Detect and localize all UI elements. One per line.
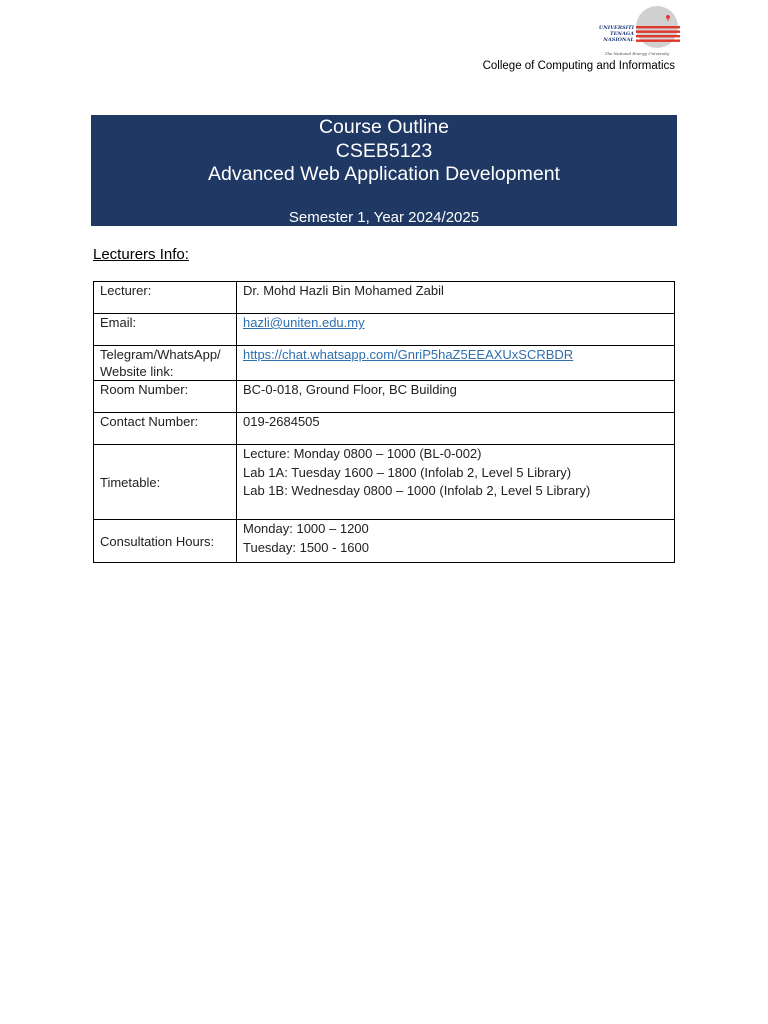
college-name: College of Computing and Informatics (482, 60, 675, 72)
table-row-lecturer (94, 282, 675, 314)
lecturer-label: Lecturer: (94, 282, 237, 314)
table-row-contact (94, 413, 675, 445)
email-label: Email: (94, 314, 237, 346)
course-name: Advanced Web Application Development (208, 163, 560, 185)
telegram-cell (237, 346, 675, 381)
timetable-value (237, 445, 675, 520)
banner-title: Course Outline (318, 116, 450, 138)
room-label: Room Number: (94, 381, 237, 413)
timetable-lab-1a: Lab 1A: Tuesday 1600 – 1800 (Infolab 2, Level 5 Library) (243, 464, 572, 480)
contact-label: Contact Number: (94, 413, 237, 445)
email-cell (237, 314, 675, 346)
table-row-timetable (94, 445, 675, 520)
lecturers-info-heading: Lecturers Info: (93, 246, 189, 263)
logo-wordmark-line3: NASIONAL (603, 37, 634, 43)
room-value: BC-0-018, Ground Floor, BC Building (237, 381, 675, 413)
table-row-email (94, 314, 675, 346)
contact-value: 019-2684505 (237, 413, 675, 445)
table-row-telegram (94, 346, 675, 381)
timetable-lab-1b: Lab 1B: Wednesday 0800 – 1000 (Infolab 2, Level 5 Library) (243, 483, 591, 498)
consultation-tuesday: Tuesday: 1500 - 1600 (243, 539, 369, 555)
email-link[interactable]: hazli@uniten.edu.my (243, 315, 365, 330)
telegram-label: Telegram/WhatsApp/ Website link: (94, 346, 237, 381)
consultation-monday: Monday: 1000 – 1200 (243, 521, 369, 536)
course-code: CSEB5123 (335, 139, 433, 162)
table-row-consultation (94, 520, 675, 563)
logo-tagline: The National Energy University (604, 51, 670, 56)
lecturer-info-table (93, 281, 675, 563)
university-logo (590, 6, 682, 58)
timetable-lecture: Lecture: Monday 0800 – 1000 (BL-0-002) (243, 446, 482, 461)
logo-wordmark-line1: UNIVERSITI (598, 25, 634, 31)
table-row-room (94, 381, 675, 413)
lecturer-value: Dr. Mohd Hazli Bin Mohamed Zabil (237, 282, 675, 314)
whatsapp-link[interactable]: https://chat.whatsapp.com/GnriP5haZ5EEAXUxSCRBDR (243, 347, 574, 362)
consultation-value (237, 520, 675, 563)
timetable-label: Timetable: (94, 445, 237, 520)
semester-info: Semester 1, Year 2024/2025 (288, 208, 480, 226)
consultation-label: Consultation Hours: (94, 520, 237, 563)
course-banner (91, 115, 677, 226)
logo-wordmark-line2: TENAGA (609, 31, 634, 37)
